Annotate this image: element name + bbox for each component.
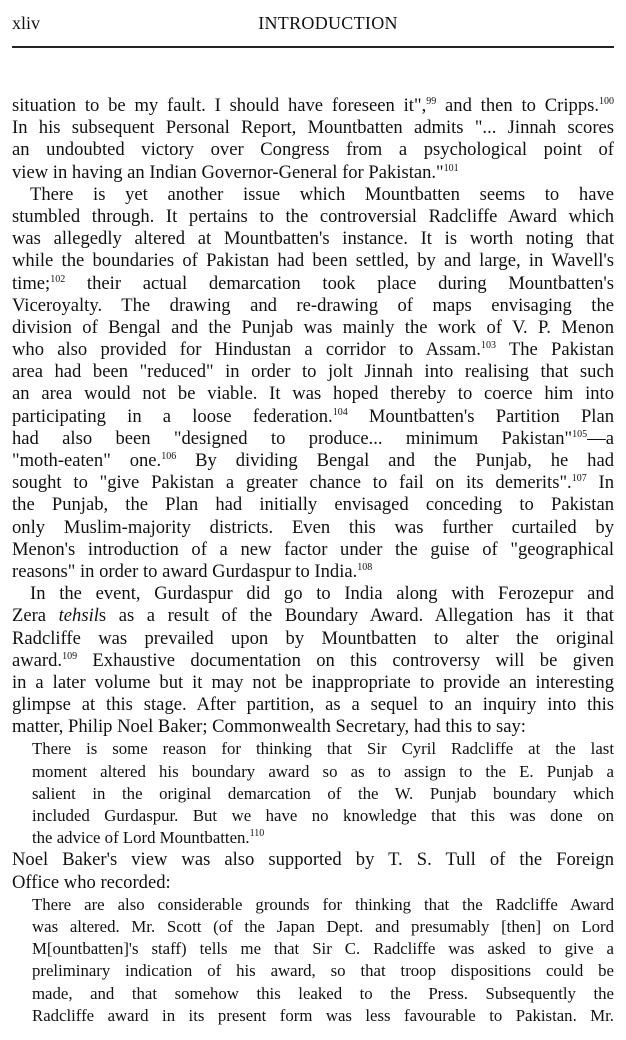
text-run: Menon's introduction of a new factor under the guise of "geographical <box>12 538 614 560</box>
footnote-ref: 103 <box>480 340 496 352</box>
text-line <box>12 583 614 605</box>
text-run: In his subsequent Personal Report, Mountbatten admits "... Jinnah scores <box>12 117 614 139</box>
text-run: moment altered his boundary award so as to assign to the E. Punjab a <box>32 761 614 781</box>
text-run: Mountbatten's Partition Plan <box>347 405 614 427</box>
footnote-ref: 106 <box>161 451 177 462</box>
text-run: division of Bengal and the Punjab was mainly the work of V. P. Menon <box>12 316 614 338</box>
text-run: s as a result of the Boundary Award. Allegation has it that <box>98 605 614 627</box>
footnote-ref: 99 <box>426 96 437 107</box>
text-line <box>12 383 614 405</box>
text-line <box>12 117 614 139</box>
text-run: award. <box>12 649 63 671</box>
text-line <box>12 605 614 627</box>
text-line <box>12 317 614 339</box>
text-run: view in having an Indian Governor-General for Pakistan." <box>12 161 444 183</box>
block-quote-line <box>12 960 614 982</box>
footnote-ref: 108 <box>357 561 373 573</box>
footnote-ref: 104 <box>332 406 348 418</box>
text-run: Office who recorded: <box>12 871 171 893</box>
footnote-ref: 100 <box>599 96 615 107</box>
block-quote-line <box>12 1005 614 1027</box>
text-run: Zera <box>12 605 59 627</box>
text-run: an area would not be viable. It was hoped thereby to coerce him into <box>12 383 614 405</box>
text-run: included Gurdaspur. But we have no knowledge that this was done on <box>32 806 614 825</box>
text-run: only Muslim-majority districts. Even this was further curtailed by <box>12 516 614 538</box>
text-run: situation to be my fault. I should have foreseen it", <box>12 95 427 116</box>
text-run: made, and that somehow this leaked to the Press. Subsequently the <box>32 983 614 1003</box>
text-line <box>12 450 614 472</box>
text-line <box>12 250 614 272</box>
footnote-ref: 102 <box>50 273 66 285</box>
text-run: who also provided for Hindustan a corridor to Assam. <box>12 339 481 361</box>
text-run: the advice of Lord Mountbatten. <box>32 828 250 848</box>
text-line <box>12 406 614 428</box>
text-run: preliminary indication of his award, so that troop dispositions could be <box>32 961 614 981</box>
text-line <box>12 672 614 694</box>
text-line <box>12 206 614 228</box>
text-run: time; <box>12 272 51 294</box>
block-quote-line <box>12 783 614 805</box>
text-run: The Pakistan <box>495 339 614 361</box>
footnote-ref: 110 <box>249 828 265 840</box>
text-run: in a later volume but it may not be inappropriate to provide an interesting <box>12 671 614 693</box>
text-run: had also been "designed to produce... minimum Pakistan" <box>12 427 573 449</box>
text-line <box>12 517 614 539</box>
text-run: salient in the original demarcation of the W. Punjab boundary which <box>32 783 614 803</box>
block-quote-line <box>12 761 614 783</box>
text-run: was allegedly altered at Mountbatten's instance. It is worth noting that <box>12 228 614 250</box>
block-quote-line <box>12 938 614 960</box>
text-line <box>12 472 614 494</box>
text-run: and then to Cripps. <box>436 95 600 116</box>
block-quote-line <box>12 894 614 916</box>
block-quote-line <box>12 738 614 760</box>
text-line <box>12 428 614 450</box>
text-run: an undoubted victory over Congress from a psychological point of <box>12 139 614 161</box>
text-line <box>12 184 614 206</box>
text-run: M[ountbatten]'s staff) tells me that Sir C. Radcliffe was asked to give a <box>32 939 614 959</box>
page-number: xliv <box>12 13 41 33</box>
page-body <box>12 95 614 1027</box>
block-quote-line <box>12 916 614 938</box>
text-run: There are also considerable grounds for thinking that the Radcliffe Award <box>32 894 614 914</box>
text-run: Noel Baker's view was also supported by T. S. Tull of the Foreign <box>12 849 614 871</box>
block-quote-line <box>12 827 614 849</box>
text-line <box>12 650 614 672</box>
text-line <box>12 361 614 383</box>
text-run: reasons" in order to award Gurdaspur to India. <box>12 560 358 582</box>
text-line <box>12 295 614 317</box>
text-line <box>12 139 614 161</box>
text-line <box>12 273 614 295</box>
text-line <box>12 162 614 184</box>
text-run: matter, Philip Noel Baker; Commonwealth Secretary, had this to say: <box>12 716 526 738</box>
text-run: Radcliffe award in its present form was less favourable to Pakistan. Mr. <box>32 1005 614 1025</box>
text-run: By dividing Bengal and the Punjab, he had <box>176 450 614 471</box>
text-line <box>12 849 614 871</box>
italic-term: tehsil <box>58 605 99 627</box>
text-run: There is some reason for thinking that Sir Cyril Radcliffe at the last <box>32 739 614 759</box>
block-quote-line <box>12 983 614 1005</box>
text-run: Viceroyalty. The drawing and re-drawing of maps envisaging the <box>12 294 614 316</box>
text-line <box>12 339 614 361</box>
text-run: was altered. Mr. Scott (of the Japan Dept. and presumably [then] on Lord <box>32 916 614 936</box>
text-run: sought to "give Pakistan a greater chance to fail on its demerits". <box>12 472 572 494</box>
footnote-ref: 109 <box>62 650 78 662</box>
text-line <box>12 561 614 583</box>
block-quote-line <box>12 805 614 827</box>
text-run: glimpse at this stage. After partition, as a sequel to an inquiry into this <box>12 694 614 716</box>
text-run: while the boundaries of Pakistan had been settled, by and large, in Wavell's <box>12 250 614 272</box>
text-run: In <box>586 472 614 494</box>
text-line <box>12 872 614 894</box>
text-line <box>12 95 614 117</box>
text-line <box>12 694 614 716</box>
text-run: participating in a loose federation. <box>12 405 333 427</box>
text-run: In the event, Gurdaspur did go to India along with Ferozepur and <box>30 583 614 605</box>
text-run: "moth-eaten" one. <box>12 450 162 471</box>
footnote-ref: 107 <box>571 473 587 485</box>
text-run: the Punjab, the Plan had initially envisaged conceding to Pakistan <box>12 494 614 516</box>
text-line <box>12 539 614 561</box>
text-line <box>12 628 614 650</box>
text-run: There is yet another issue which Mountbatten seems to have <box>30 183 614 205</box>
text-line <box>12 716 614 738</box>
text-run: Exhaustive documentation on this controversy will be given <box>77 649 614 671</box>
text-run: stumbled through. It pertains to the controversial Radcliffe Award which <box>12 205 614 227</box>
text-line <box>12 228 614 250</box>
text-run: Radcliffe was prevailed upon by Mountbatten to alter the original <box>12 627 614 649</box>
text-line <box>12 494 614 516</box>
footnote-ref: 105 <box>572 428 588 440</box>
footnote-ref: 101 <box>443 162 459 174</box>
running-header: INTRODUCTION <box>258 13 398 33</box>
text-run: —a <box>587 427 614 449</box>
text-run: their actual demarcation took place during Mountbatten's <box>65 272 614 294</box>
header-rule <box>12 46 614 48</box>
text-run: area had been "reduced" in order to jolt Jinnah into realising that such <box>12 361 614 383</box>
